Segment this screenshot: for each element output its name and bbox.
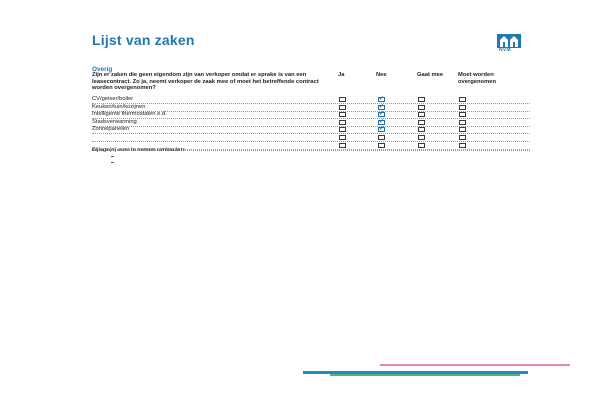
checkbox-moet[interactable] — [459, 105, 466, 110]
row-label: Zonnepanelen — [92, 126, 130, 133]
checkbox-gaat[interactable] — [418, 105, 425, 110]
checkbox-ja[interactable] — [339, 105, 346, 110]
checkbox-ja[interactable] — [339, 135, 346, 140]
checkbox-nee[interactable] — [378, 135, 385, 140]
attachments-label: Bijlage(n) over te nemen contracten: — [92, 147, 186, 153]
check-icon: ✓ — [379, 96, 385, 102]
checkbox-nee[interactable] — [378, 97, 385, 102]
checkbox-gaat[interactable] — [418, 127, 425, 132]
column-nee: Nee — [376, 72, 387, 78]
attachment-line — [111, 156, 114, 157]
row-label: Stadsverwarming — [92, 118, 137, 125]
check-icon: ✓ — [379, 103, 385, 110]
check-icon: ✓ — [379, 126, 385, 133]
checkbox-gaat[interactable] — [418, 135, 425, 140]
checkbox-ja[interactable] — [339, 120, 346, 125]
checkbox-gaat[interactable] — [418, 143, 425, 148]
section-label: Overig — [92, 66, 113, 73]
row-label: Keuken/tuin/kozijnen — [92, 103, 146, 110]
column-gaat-mee: Gaat mee — [417, 72, 444, 78]
check-icon: ✓ — [379, 118, 385, 125]
checkbox-moet[interactable] — [459, 127, 466, 132]
scan-artifact — [330, 374, 520, 376]
checkbox-nee[interactable] — [378, 127, 385, 132]
check-icon: ✓ — [379, 111, 385, 118]
checkbox-moet[interactable] — [459, 112, 466, 117]
row-label: CV/geiser/boiler — [92, 96, 134, 102]
checkbox-ja[interactable] — [339, 143, 346, 148]
question-text: Zijn er zaken die geen eigendom zijn van verkoper omdat er sprake is van een leasecontract. Zo ja, neemt verkoper de zaak mee of moet het betreffende contract worden overgenomen? — [92, 72, 319, 92]
checkbox-gaat[interactable] — [418, 120, 425, 125]
checkbox-moet[interactable] — [459, 135, 466, 140]
checkbox-moet[interactable] — [459, 143, 466, 148]
checkbox-ja[interactable] — [339, 127, 346, 132]
checkbox-moet[interactable] — [459, 120, 466, 125]
column-ja: Ja — [338, 72, 345, 78]
checkbox-nee[interactable] — [378, 143, 385, 148]
checkbox-gaat[interactable] — [418, 97, 425, 102]
checkbox-nee[interactable] — [378, 105, 385, 110]
nvm-house-icon — [497, 34, 521, 48]
checkbox-ja[interactable] — [339, 97, 346, 102]
attachment-line — [111, 162, 114, 163]
checkbox-nee[interactable] — [378, 112, 385, 117]
scan-artifact — [380, 364, 570, 366]
checkbox-nee[interactable] — [378, 120, 385, 125]
row-label: Intelligente thermostaten e.d. — [92, 111, 167, 118]
checkbox-ja[interactable] — [339, 112, 346, 117]
page-title: Lijst van zaken — [92, 32, 195, 48]
checkbox-gaat[interactable] — [418, 112, 425, 117]
column-moet-worden-overgenomen: Moet worden overgenomen — [458, 72, 497, 85]
checkbox-moet[interactable] — [459, 97, 466, 102]
logo-text: NVM — [499, 47, 512, 53]
